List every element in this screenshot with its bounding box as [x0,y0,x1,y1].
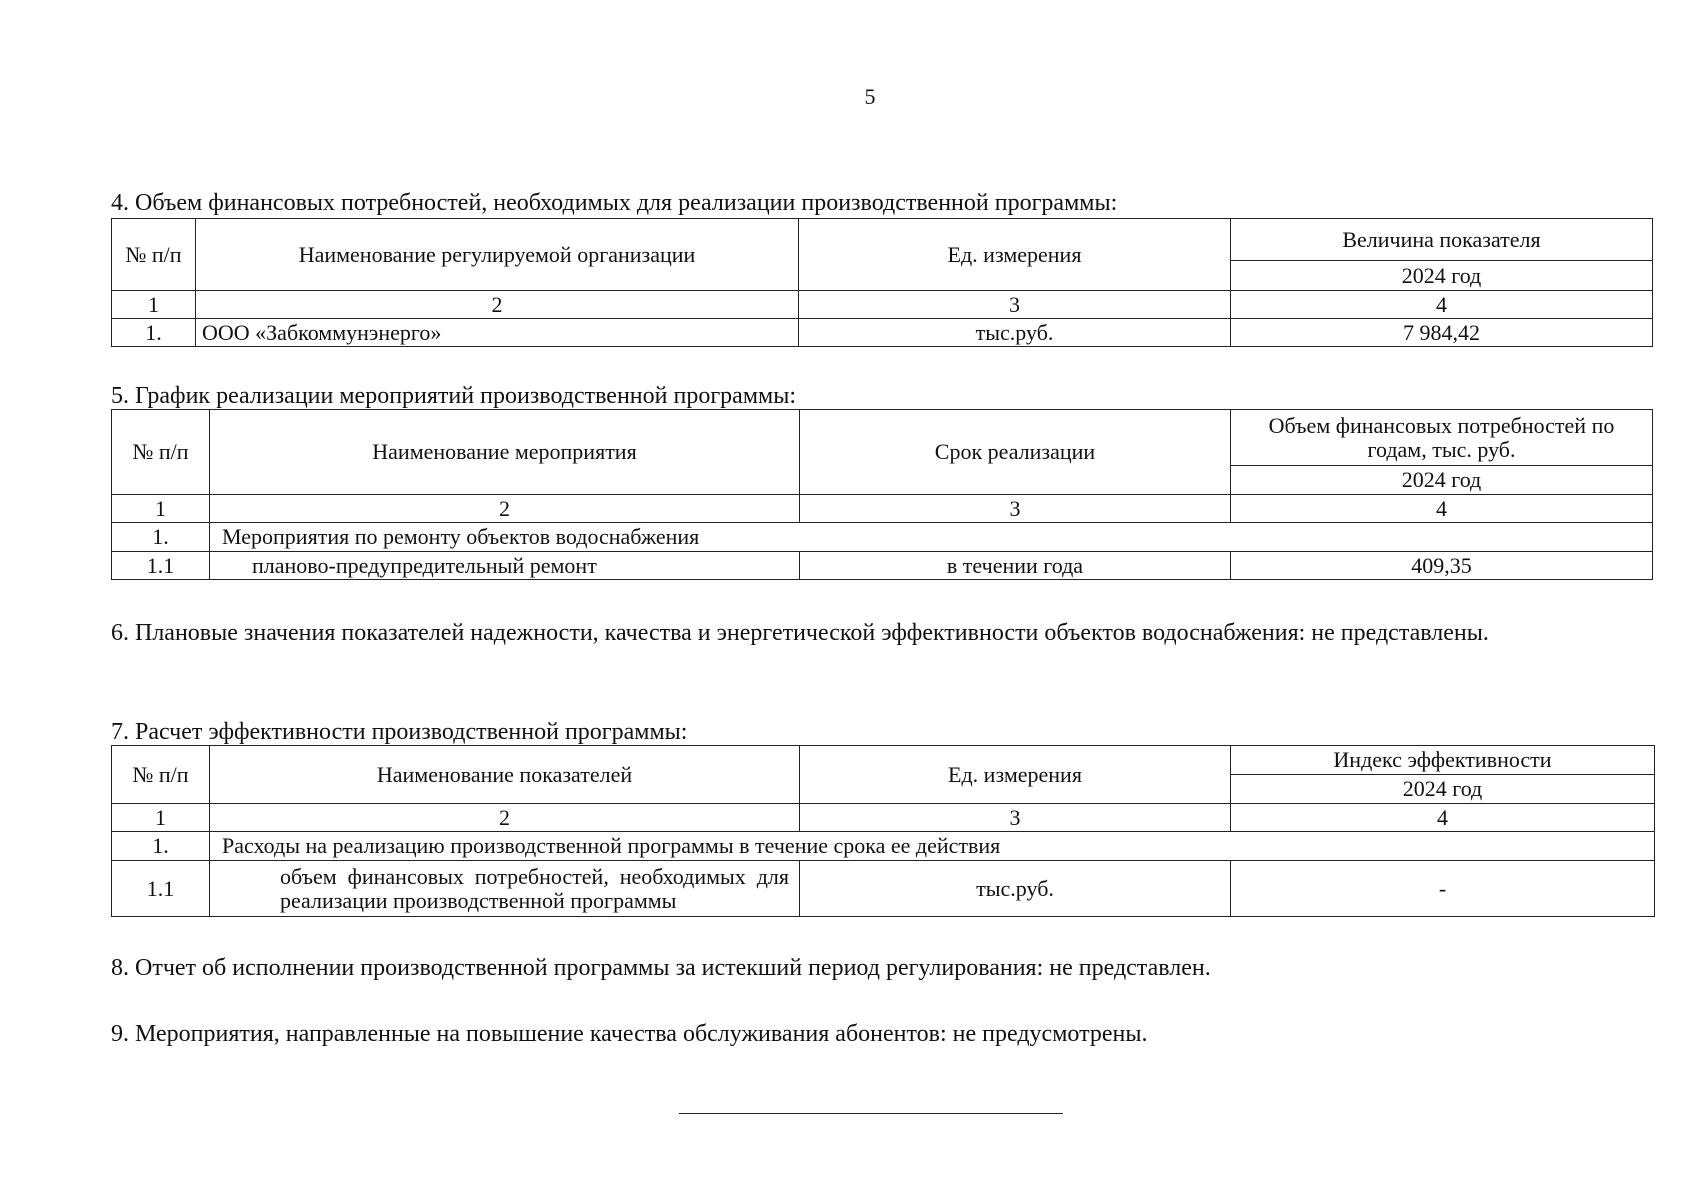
row-num: 1.1 [112,861,210,917]
header-year: 2024 год [1231,775,1655,804]
table-row [112,552,1653,580]
col-number: 1 [112,291,196,319]
table-row [112,319,1653,347]
header-financial-volume: Объем финансовых потребностей по годам, тыс. руб. [1231,410,1653,466]
table-row [112,861,1655,917]
col-number: 4 [1231,291,1653,319]
end-divider [679,1113,1063,1114]
header-num: № п/п [112,410,210,495]
row-indicator-name: объем финансовых потребностей, необходимых для реализации производственной программы [210,861,800,917]
section-9-text: 9. Мероприятия, направленные на повышение качества обслуживания абонентов: не предусмотрены. [111,1021,1148,1047]
header-num: № п/п [112,219,196,291]
header-unit: Ед. измерения [800,746,1231,804]
schedule-table [111,409,1653,580]
header-unit: Ед. измерения [799,219,1231,291]
col-number: 1 [112,495,210,523]
row-unit: тыс.руб. [800,861,1231,917]
row-num: 1.1 [112,552,210,580]
header-year: 2024 год [1231,466,1653,495]
col-number: 4 [1231,804,1655,832]
row-activity-name: планово-предупредительный ремонт [210,552,800,580]
section-5-title: 5. График реализации мероприятий производственной программы: [111,383,796,409]
section-7-title: 7. Расчет эффективности производственной программы: [111,719,688,745]
row-group-name: Расходы на реализацию производственной программы в течение срока ее действия [210,832,1655,861]
row-org-name: ООО «Забкоммунэнерго» [196,319,799,347]
col-number: 1 [112,804,210,832]
efficiency-table [111,745,1655,917]
page-number: 5 [864,84,876,109]
row-num: 1. [112,523,210,552]
header-indicator-value: Величина показателя [1231,219,1653,261]
col-number: 4 [1231,495,1653,523]
col-number: 2 [210,495,800,523]
row-unit: тыс.руб. [799,319,1231,347]
header-efficiency-index: Индекс эффективности [1231,746,1655,775]
section-6-text: 6. Плановые значения показателей надежности, качества и энергетической эффективности объектов водоснабжения: не представлены. [111,620,1489,646]
col-number: 2 [210,804,800,832]
col-number: 3 [800,804,1231,832]
header-term: Срок реализации [800,410,1231,495]
header-indicator-name: Наименование показателей [210,746,800,804]
financial-needs-table [111,218,1653,347]
row-group-name: Мероприятия по ремонту объектов водоснабжения [210,523,1653,552]
col-number: 2 [196,291,799,319]
row-value: 409,35 [1231,552,1653,580]
row-value: - [1231,861,1655,917]
header-activity-name: Наименование мероприятия [210,410,800,495]
section-8-text: 8. Отчет об исполнении производственной программы за истекший период регулирования: не представлен. [111,955,1211,981]
row-term: в течении года [800,552,1231,580]
header-num: № п/п [112,746,210,804]
table-row [112,523,1653,552]
header-org-name: Наименование регулируемой организации [196,219,799,291]
row-value: 7 984,42 [1231,319,1653,347]
section-4-title: 4. Объем финансовых потребностей, необходимых для реализации производственной программы: [111,190,1118,216]
col-number: 3 [800,495,1231,523]
header-year: 2024 год [1231,261,1653,291]
table-row [112,832,1655,861]
col-number: 3 [799,291,1231,319]
row-num: 1. [112,319,196,347]
row-num: 1. [112,832,210,861]
